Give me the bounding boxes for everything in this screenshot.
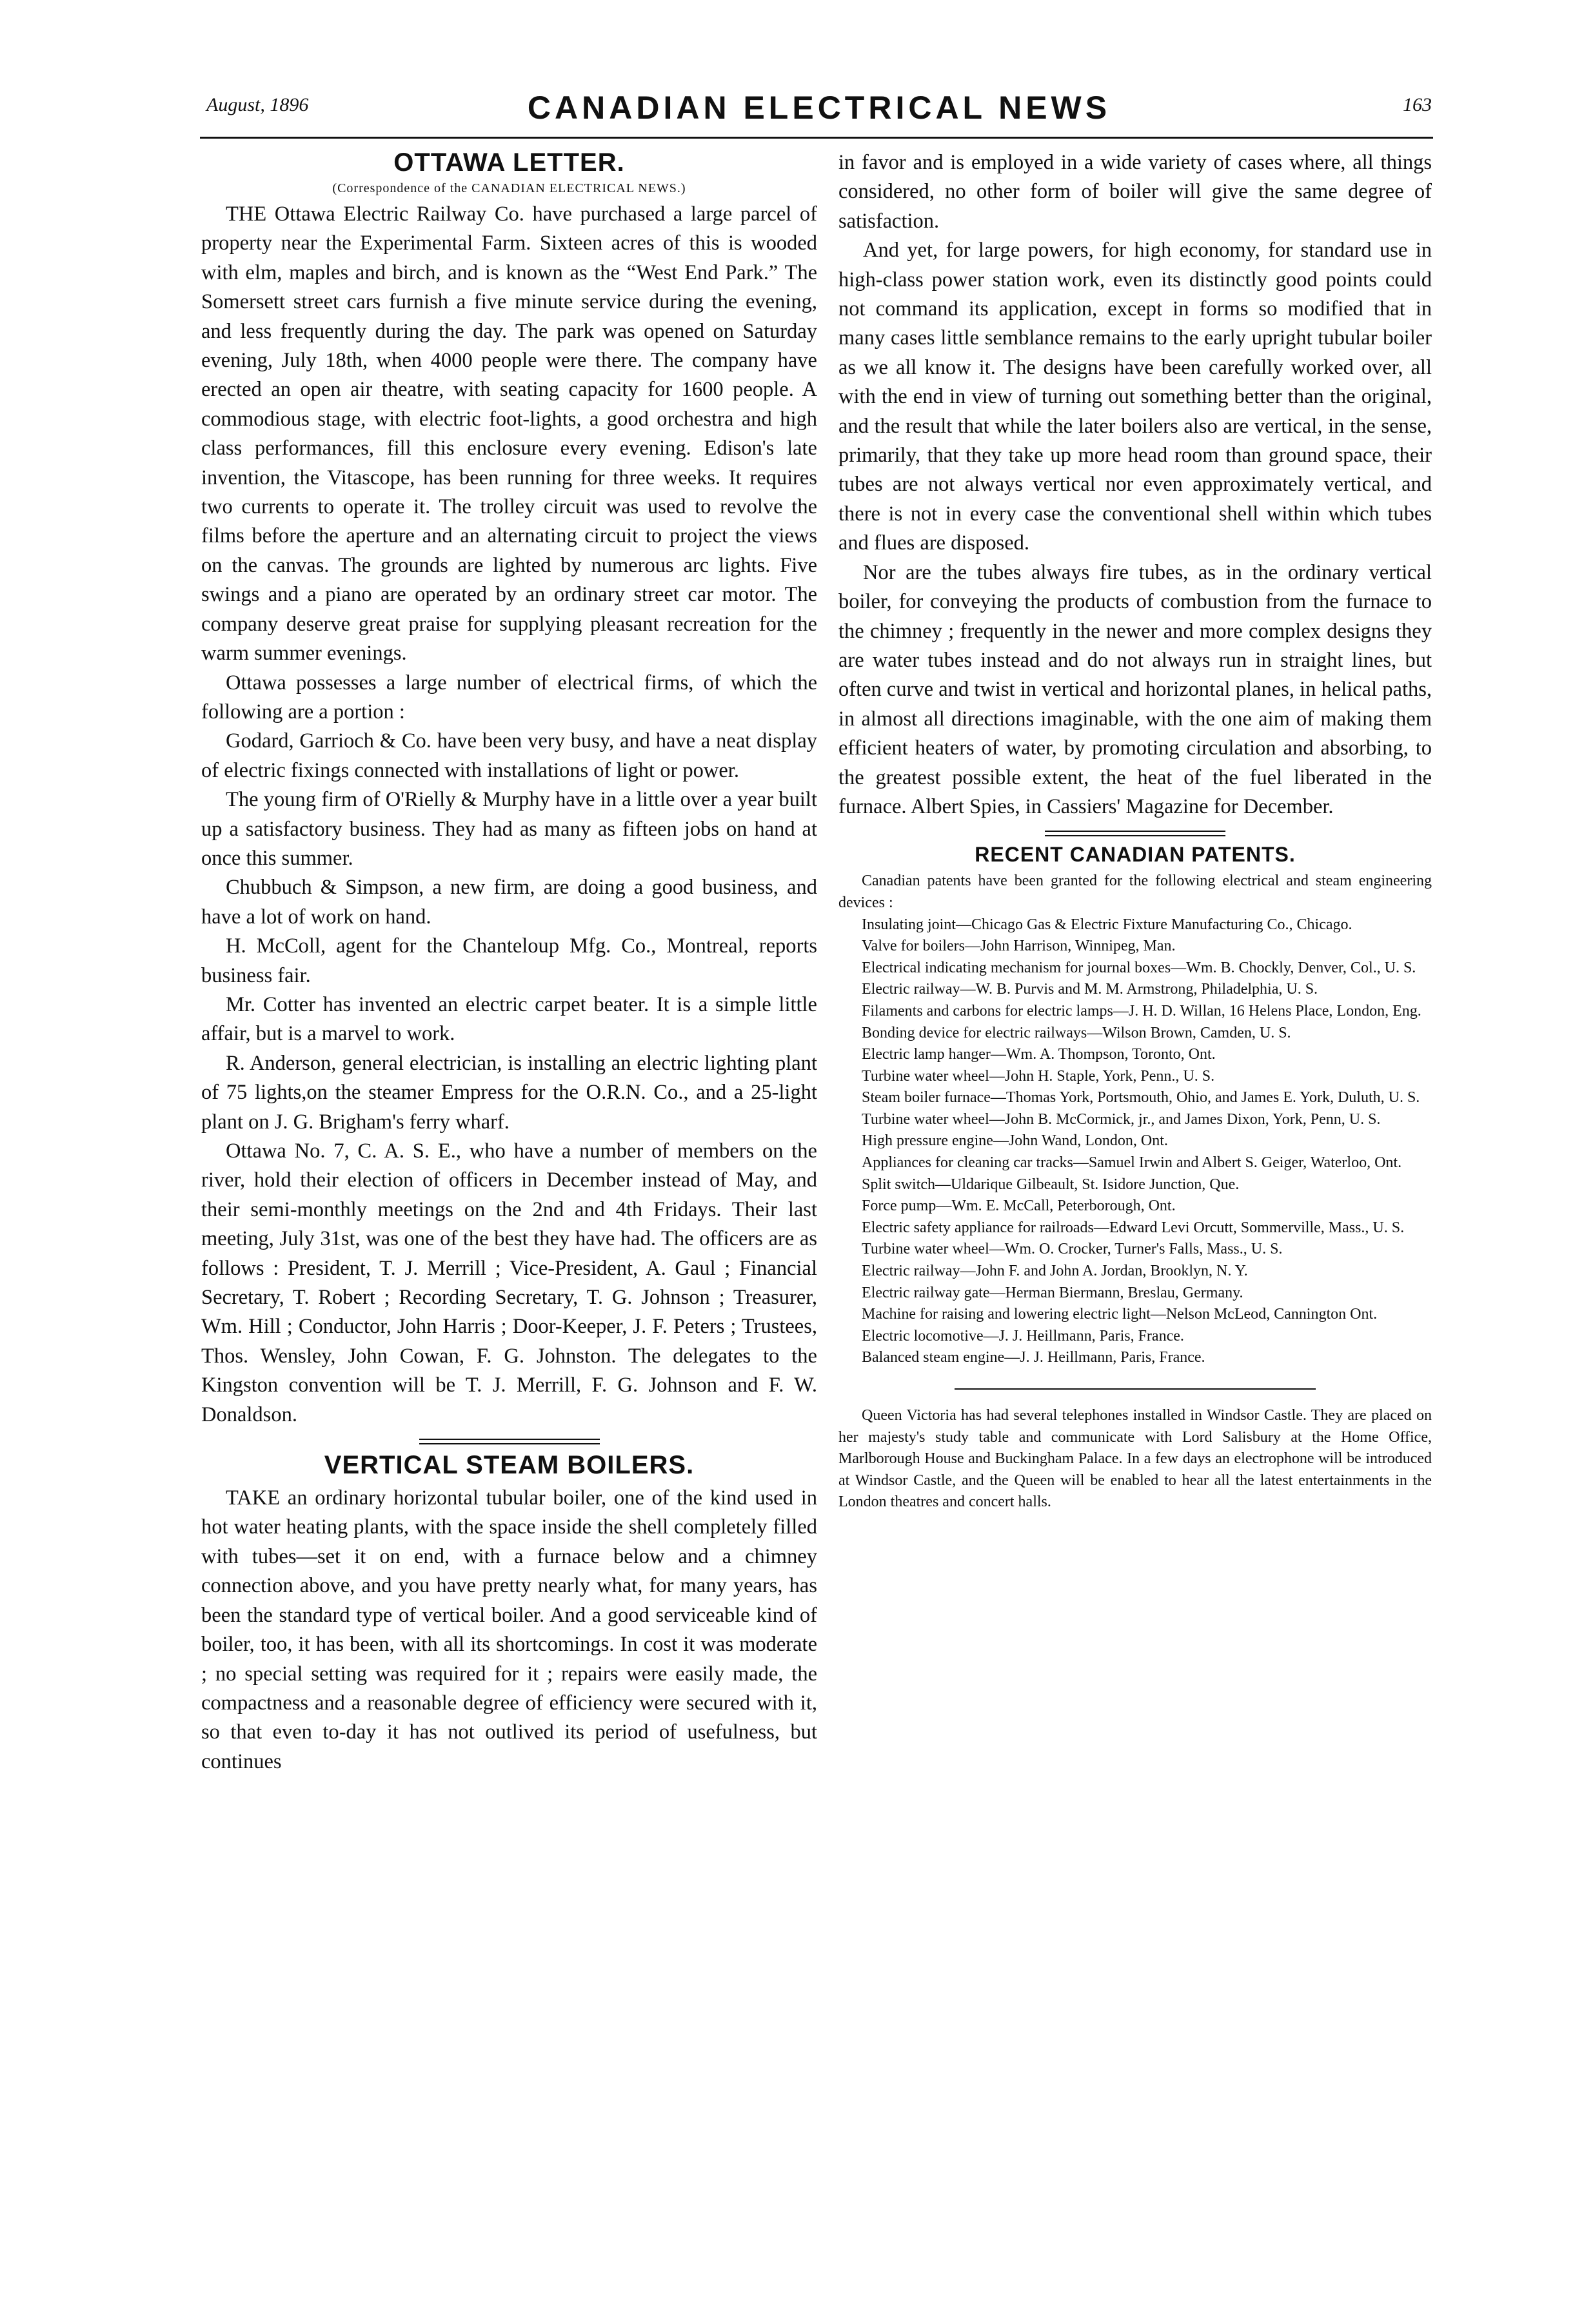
patent-item: Bonding device for electric railways—Wilson Brown, Camden, U. S.	[862, 1024, 1291, 1041]
issue-date: August, 1896	[206, 94, 309, 115]
masthead-title: CANADIAN ELECTRICAL NEWS	[527, 90, 1111, 126]
page-header	[206, 89, 1432, 134]
patents-intro: Canadian patents have been granted for the following electrical and steam engineering devices :	[838, 872, 1432, 911]
ottawa-letter-byline: (Correspondence of the CANADIAN ELECTRICAL NEWS.)	[332, 181, 686, 195]
patent-item: Machine for raising and lowering electric light—Nelson McLeod, Cannington Ont.	[862, 1306, 1378, 1323]
patent-item: Turbine water wheel—Wm. O. Crocker, Turner's Falls, Mass., U. S.	[862, 1241, 1283, 1258]
patent-item: Valve for boilers—John Harrison, Winnipeg, Man.	[862, 938, 1176, 955]
section-divider	[1045, 831, 1225, 836]
patent-item: Filaments and carbons for electric lamps—J. H. D. Willan, 16 Helens Place, London, Eng.	[862, 1002, 1421, 1019]
patent-item: Electric railway gate—Herman Biermann, Breslau, Germany.	[862, 1284, 1243, 1301]
page-number: 163	[1403, 94, 1432, 115]
patent-item: High pressure engine—John Wand, London, Ont.	[862, 1132, 1168, 1150]
boilers-paragraph: And yet, for large powers, for high economy, for standard use in high-class power station work, even its distinctly good points could not command its application, except in forms so modified that in many cases little semblance remains to the early upright tubular boiler as we all know it. The designs have been carefully worked over, all with the end in view of turning out something better than the original, and the result that while the later boilers also are vertical, in the sense, primarily, that they take up more head room than ground space, their tubes are not always vertical nor even approximately vertical, and there is not in every case the conventional shell within which tubes and flues are disposed.	[838, 239, 1432, 555]
ottawa-paragraph: Mr. Cotter has invented an electric carpet beater. It is a simple little affair, but is a marvel to work.	[201, 992, 817, 1046]
patent-item: Electric railway—W. B. Purvis and M. M. Armstrong, Philadelphia, U. S.	[862, 981, 1318, 998]
ottawa-paragraph: The young firm of O'Rielly & Murphy have in a little over a year built up a satisfactory business. They had as many as fifteen jobs on hand at once this summer.	[201, 788, 817, 870]
ottawa-paragraph: Chubbuch & Simpson, a new firm, are doing a good business, and have a lot of work on hand.	[201, 876, 817, 929]
ottawa-paragraph: H. McColl, agent for the Chanteloup Mfg. Co., Montreal, reports business fair.	[201, 934, 817, 987]
patent-item: Electric railway—John F. and John A. Jordan, Brooklyn, N. Y.	[862, 1263, 1248, 1280]
patent-item: Electrical indicating mechanism for journal boxes—Wm. B. Chockly, Denver, Col., U. S.	[862, 959, 1416, 976]
patent-item: Turbine water wheel—John H. Staple, York, Penn., U. S.	[862, 1067, 1215, 1085]
patent-item: Electric lamp hanger—Wm. A. Thompson, Toronto, Ont.	[862, 1046, 1216, 1063]
ottawa-paragraph: Ottawa No. 7, C. A. S. E., who have a number of members on the river, hold their election of officers in December instead of May, and their semi-monthly meetings on the 2nd and 4th Fridays. Their last meeting, July 31st, was one of the best they have had. The officers are as follows : President, T. J. Merrill ; Vice-President, A. Gaul ; Financial Secretary, T. Robert ; Recording Secretary, T. G. Johnson ; Treasurer, Wm. Hill ; Conductor, John Harris ; Door-Keeper, J. F. Peters ; Trustees, Thos. Wensley, John Cowan, F. G. Johnston. The delegates to the Kingston convention will be T. J. Merrill, F. G. Johnson and F. W. Donaldson.	[201, 1139, 817, 1426]
patents-title: RECENT CANADIAN PATENTS.	[975, 843, 1296, 867]
ottawa-paragraph: Ottawa possesses a large number of electrical firms, of which the following are a portion :	[201, 671, 817, 724]
queen-victoria-note: Queen Victoria has had several telephones installed in Windsor Castle. They are placed on her majesty's study table and communicate with Lord Salisbury at the Home Office, Marlborough House and Buckingham Palace. In a few days an electrophone will be introduced at Windsor Castle, and the Queen will be enabled to hear all the latest entertainments in the London theatres and concert halls.	[838, 1407, 1432, 1511]
boilers-paragraph: in favor and is employed in a wide variety of cases where, all things considered, no other form of boiler will give the same degree of satisfaction.	[838, 151, 1432, 233]
right-column	[838, 148, 1432, 1513]
patent-item: Turbine water wheel—John B. McCormick, jr., and James Dixon, York, Penn, U. S.	[862, 1110, 1381, 1128]
left-column	[201, 148, 817, 1777]
header-rule	[200, 137, 1433, 139]
section-divider	[955, 1388, 1316, 1390]
ottawa-paragraph: Godard, Garrioch & Co. have been very busy, and have a neat display of electric fixings connected with installations of light or power.	[201, 729, 817, 782]
vertical-boilers-title: VERTICAL STEAM BOILERS.	[324, 1451, 695, 1480]
patent-item: Electric safety appliance for railroads—Edward Levi Orcutt, Sommerville, Mass., U. S.	[862, 1219, 1405, 1236]
ottawa-paragraph: THE Ottawa Electric Railway Co. have purchased a large parcel of property near the Experimental Farm. Sixteen acres of this is wooded with elm, maples and birch, and is known as the “West End Park.” The Somersett street cars furnish a five minute service during the evening, and less frequently during the day. The park was opened on Saturday evening, July 18th, when 4000 people were there. The company have erected an open air theatre, with seating capacity for 1600 people. A commodious stage, with electric foot-lights, a good orchestra and high class performances, fill this enclosure every evening. Edison's late invention, the Vitascope, has been running for three weeks. It requires two currents to operate it. The trolley circuit was used to revolve the films before the aperture and an alternating circuit to project the views on the canvas. The grounds are lighted by numerous arc lights. Five swings and a piano are operated by an ordinary street car motor. The company deserve great praise for supplying pleasant recreation for the warm summer evenings.	[201, 202, 817, 665]
boilers-paragraph: Nor are the tubes always fire tubes, as in the ordinary vertical boiler, for conveying the products of combustion from the furnace to the chimney ; frequently in the newer and more complex designs they are water tubes instead and do not always run in straight lines, but often curve and twist in vertical and horizontal planes, in helical paths, in almost all directions imaginable, with the one aim of making them efficient heaters of water, by promoting circulation and absorbing, to the greatest possible extent, the heat of the fuel liberated in the furnace. Albert Spies, in Cassiers' Magazine for December.	[838, 560, 1432, 818]
patent-item: Split switch—Uldarique Gilbeault, St. Isidore Junction, Que.	[862, 1176, 1240, 1193]
patent-item: Insulating joint—Chicago Gas & Electric Fixture Manufacturing Co., Chicago.	[862, 916, 1352, 933]
ottawa-paragraph: R. Anderson, general electrician, is installing an electric lighting plant of 75 lights,on the steamer Empress for the O.R.N. Co., and a 25-light plant on J. G. Brigham's ferry wharf.	[201, 1051, 817, 1134]
patent-item: Force pump—Wm. E. McCall, Peterborough, Ont.	[862, 1197, 1176, 1215]
patent-item: Balanced steam engine—J. J. Heillmann, Paris, France.	[862, 1349, 1205, 1366]
section-divider	[419, 1439, 600, 1444]
patent-list	[838, 914, 1432, 1369]
ottawa-letter-title: OTTAWA LETTER.	[393, 148, 625, 177]
patent-item: Appliances for cleaning car tracks—Samuel Irwin and Albert S. Geiger, Waterloo, Ont.	[862, 1154, 1402, 1172]
boilers-paragraph: TAKE an ordinary horizontal tubular boiler, one of the kind used in hot water heating plants, with the space inside the shell completely filled with tubes—set it on end, with a furnace below and a chimney connection above, and you have pretty nearly what, for many years, has been the standard type of vertical boiler. And a good serviceable kind of boiler, too, it has been, with all its shortcomings. In cost it was moderate ; no special setting was required for it ; repairs were easily made, the compactness and a reasonable degree of efficiency were secured with it, so that even to-day it has not outlived its period of usefulness, but continues	[201, 1486, 817, 1773]
patent-item: Electric locomotive—J. J. Heillmann, Paris, France.	[862, 1327, 1184, 1344]
patent-item: Steam boiler furnace—Thomas York, Portsmouth, Ohio, and James E. York, Duluth, U. S.	[862, 1089, 1420, 1107]
